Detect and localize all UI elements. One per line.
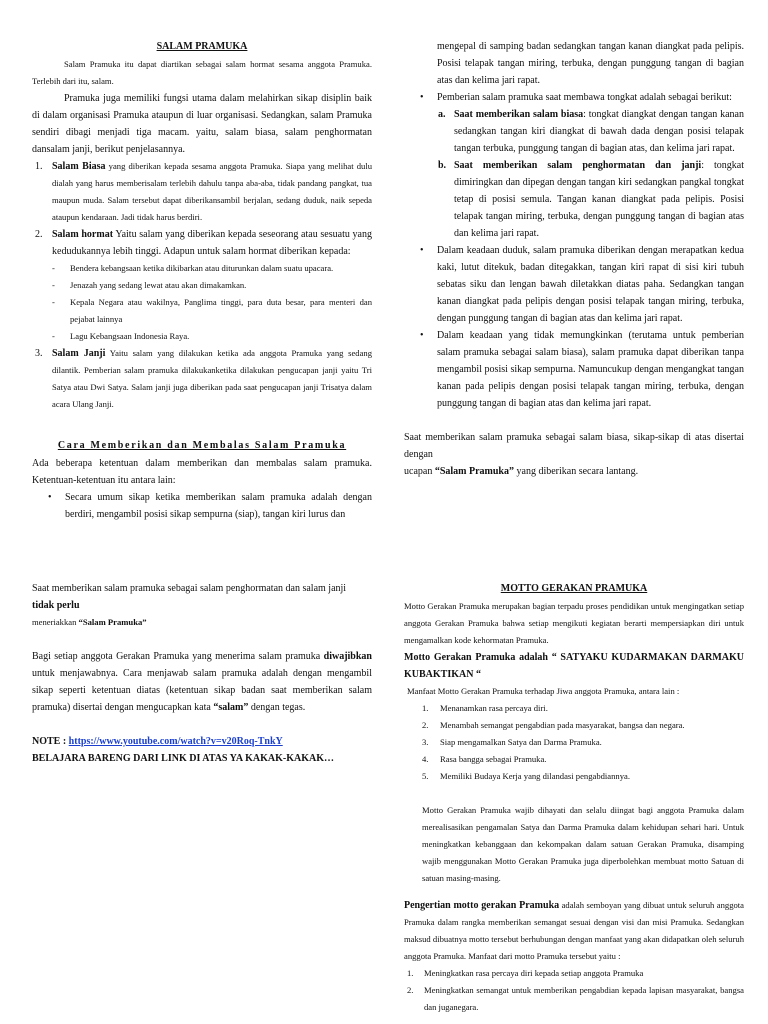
- quoted-term: “Salam Pramuka”: [434, 466, 514, 477]
- list-item: 1. Meningkatkan rasa percaya diri kepada setiap anggota Pramuka: [407, 968, 644, 978]
- numbered-list: [404, 700, 744, 785]
- list-item: [404, 157, 744, 242]
- list-text: Bendera kebangsaan ketika dikibarkan atau diturunkan dalam suatu upacara.: [70, 263, 334, 273]
- text: dengan tegas.: [248, 702, 306, 713]
- list-term: Saat memberikan salam biasa: [454, 109, 584, 120]
- list-item: • Dalam keadaan duduk, salam pramuka diberikan dengan merapatkan kedua kaki, lutut ditekuk, badan ditegakkan, tangan kiri rapat di sisi kiri tubuh sebatas siku dan lengan bawah diletakkan diatas paha. Sedangkan tangan kanan diangkat pada pelipis dengan posisi telapak tangan miring, terbuka, dengan punggung tangan di bagian atas dan kelima jari rapat.: [420, 245, 744, 324]
- paragraph: Pramuka juga memiliki fungsi utama dalam melahirkan sikap disiplin baik di dalam organisasi Pramuka ataupun di luar organisasi. Sedangkan, salam Pramuka sendiri dibagi menjadi tiga macam. yaitu, salam biasa, salam penghormatan dansalam janji, berikut penjelasannya.: [32, 93, 372, 155]
- note-line: [32, 750, 372, 767]
- text: adalah semboyan yang dibuat untuk seluruh anggota Pramuka dalam rangka memberikan semangat sesuai dengan visi dan misi Pramuka. Sedangkan maksud dibuatnya motto tersebut berhubungan dengan manfaat yang akan didapatkan oleh seluruh anggota Pramuka. Manfaat dari motto Pramuka tersebut yaitu :: [404, 900, 744, 961]
- list-text: : tongkat diangkat dengan tangan kanan sedangkan tangan kiri diangkat di bawah dada dengan posisi telapak tangan terbuka, punggung tangan di bagian atas, dan kelima jari rapat.: [454, 109, 744, 154]
- list-text: Kepala Negara atau wakilnya, Panglima tinggi, para duta besar, para menteri dan pejabat lainnya: [70, 297, 372, 324]
- list-item: • Secara umum sikap ketika memberikan salam pramuka adalah dengan berdiri, mengambil posisi sikap sempurna (siap), tangan kiri lurus dan: [48, 492, 372, 520]
- list-item: • Pemberian salam pramuka saat membawa tongkat adalah sebagai berikut: a. Saat memberikan salam biasa: tongkat diangkat dengan tangan kanan sedangkan tangan kiri diangkat di bawah dada dengan posisi telapak tangan terbuka, punggung tangan di bagian atas, dan kelima jari rapat. b. Saat memberikan salam penghormatan dan janji: tongkat dimiringkan dan dipegan dengan tangan kiri sedangkan pangkal tongkat tetap di posisi semula. Tangan kanan diangkat pada pelipis. Posisi telapak tangan miring, terbuka, dengan punggung tangan di bagian atas dan kelima jari rapat.: [404, 89, 744, 242]
- list-item: - Kepala Negara atau wakilnya, Panglima tinggi, para duta besar, para menteri dan pejabat lainnya: [52, 297, 372, 324]
- list-item: • Dalam keadaan yang tidak memungkinkan (terutama untuk pemberian salam pramuka sebagai salam biasa), salam pramuka dapat diberikan tanpa mengambil posisi sikap sempurna. Namuncukup dengan mengangkat tangan kanan pada pelipis dengan posisi telapak tangan miring, terbuka, dengan punggung tangan di bagian atas dan kelima jari rapat.: [420, 330, 744, 409]
- list-text: Meningkatkan semangat untuk memberikan pengabdian kepada lapisan masyarakat, bangsa dan juganegara.: [424, 985, 744, 1012]
- list-text: yang diberikan kepada sesama anggota Pramuka. Siapa yang melihat dulu dialah yang harus memberisalam terlebih dahulu tanpa aba-aba, tidak pandang pangkat, tua maupun muda. Salam tersebut dapat diberikansambil berjalan, sedang duduk, naik sepeda ataupun kendaraan. Jadi tidak harus berdiri.: [52, 161, 372, 222]
- list-item: [32, 226, 372, 345]
- list-item: 5. Memiliki Budaya Kerja yang dilandasi pengabdiannya.: [422, 771, 630, 781]
- list-letter: a.: [438, 109, 446, 120]
- bold-text: tidak perlu: [32, 600, 80, 611]
- numbered-list: [404, 965, 744, 1016]
- section-title: Cara Memberikan dan Membalas Salam Pramuka: [57, 440, 347, 451]
- list-text: Meningkatkan rasa percaya diri kepada setiap anggota Pramuka: [424, 968, 644, 978]
- paragraph: Manfaat Motto Gerakan Pramuka terhadap Jiwa anggota Pramuka, antara lain :: [407, 686, 680, 696]
- note: [32, 733, 372, 750]
- paragraph: [32, 597, 372, 614]
- bold-text: Pengertian motto gerakan Pramuka: [404, 900, 560, 911]
- list-item: [404, 106, 744, 157]
- bullet-list: [404, 89, 744, 412]
- list-item: - Bendera kebangsaan ketika dikibarkan atau diturunkan dalam suatu upacara.: [52, 263, 334, 273]
- list-text: Rasa bangga sebagai Pramuka.: [440, 754, 547, 764]
- list-item: [32, 345, 372, 413]
- quadrant-top-right: [404, 38, 744, 480]
- list-item: 3. Siap mengamalkan Satya dan Darma Pramuka.: [422, 737, 602, 747]
- paragraph: [404, 649, 744, 683]
- paragraph: Saat memberikan salam pramuka sebagai salam biasa, sikap-sikap di atas disertai dengan: [404, 432, 744, 460]
- paragraph: Motto Gerakan Pramuka merupakan bagian terpadu proses pendidikan untuk mengingatkan setiap anggota Gerakan Pramuka bahwa setiap mengikuti kegiatan berarti mempersiapkan diri untuk mengamalkan kode kehormatan Pramuka.: [404, 601, 744, 645]
- list-item: 4. Rasa bangga sebagai Pramuka.: [422, 754, 547, 764]
- list-item: - Jenazah yang sedang lewat atau akan dimakamkan.: [52, 280, 247, 290]
- list-term: Saat memberikan salam penghormatan dan janji: [454, 160, 702, 171]
- list-text: Lagu Kebangsaan Indonesia Raya.: [70, 331, 190, 341]
- quoted-term: “salam”: [213, 702, 249, 713]
- list-item: 2. Meningkatkan semangat untuk memberikan pengabdian kepada lapisan masyarakat, bangsa dan juganegara.: [407, 985, 744, 1012]
- text: Bagi setiap anggota Gerakan Pramuka yang menerima salam pramuka: [32, 651, 324, 662]
- list-number: 2.: [35, 229, 43, 240]
- paragraph: [404, 463, 744, 480]
- list-text: Pemberian salam pramuka saat membawa tongkat adalah sebagai berikut:: [437, 92, 732, 103]
- alpha-list: [404, 106, 744, 242]
- list-number: 3.: [35, 348, 43, 359]
- list-item: 1. Menanamkan rasa percaya diri.: [422, 703, 548, 713]
- quadrant-top-left: [32, 38, 372, 523]
- paragraph: [404, 897, 744, 965]
- quoted-term: “Salam Pramuka”: [78, 617, 147, 627]
- page-title: SALAM PRAMUKA: [156, 41, 248, 52]
- list-term: Salam Janji: [52, 348, 106, 359]
- paragraph: Ada beberapa ketentuan dalam memberikan dan membalas salam pramuka. Ketentuan-ketentuan itu antara lain:: [32, 458, 372, 486]
- paragraph: Saat memberikan salam pramuka sebagai salam penghormatan dan salam janji: [32, 583, 347, 594]
- section-title: MOTTO GERAKAN PRAMUKA: [500, 583, 648, 594]
- list-text: Dalam keadaan yang tidak memungkinkan (terutama untuk pemberian salam pramuka sebagai salam biasa), salam pramuka dapat diberikan tanpa mengambil posisi sikap sempurna. Namuncukup dengan mengangkat tangan kanan pada pelipis dengan posisi telapak tangan miring, terbuka, dengan punggung tangan di bagian atas dan kelima jari rapat.: [437, 330, 744, 409]
- text: untuk menjawabnya. Cara menjawab salam pramuka adalah dengan mengambil sikap seperti ketentuan diatas (ketentuan sikap badan saat memberikan salam pramuka) disertai dengan mengucapkan kata: [32, 668, 372, 713]
- list-item: - Lagu Kebangsaan Indonesia Raya.: [52, 331, 190, 341]
- list-item: 2. Menambah semangat pengabdian pada masyarakat, bangsa dan negara.: [422, 720, 685, 730]
- bullet-list: [32, 489, 372, 523]
- list-letter: b.: [438, 160, 447, 171]
- paragraph: [32, 648, 372, 716]
- list-term: Salam Biasa: [52, 161, 106, 172]
- list-text: Siap mengamalkan Satya dan Darma Pramuka.: [440, 737, 602, 747]
- paragraph: [32, 614, 372, 631]
- list-text: Dalam keadaan duduk, salam pramuka diberikan dengan merapatkan kedua kaki, lutut ditekuk, badan ditegakkan, tangan kiri rapat di sisi kiri tubuh sebatas siku dan lengan bawah diletakkan diatas paha. Sedangkan tangan kanan diangkat pada pelipis dengan posisi telapak tangan miring, terbuka, dengan punggung tangan di bagian atas dan kelima jari rapat.: [437, 245, 744, 324]
- paragraph: Salam Pramuka itu dapat diartikan sebagai salam hormat sesama anggota Pramuka. Terlebih dari itu, salam.: [32, 59, 372, 86]
- text: yang diberikan secara lantang.: [514, 466, 639, 477]
- list-text: Menambah semangat pengabdian pada masyarakat, bangsa dan negara.: [440, 720, 685, 730]
- note-label: NOTE :: [32, 736, 69, 747]
- list-text: Menanamkan rasa percaya diri.: [440, 703, 548, 713]
- numbered-list: [32, 158, 372, 413]
- paragraph: mengepal di samping badan sedangkan tangan kanan diangkat pada pelipis. Posisi telapak tangan miring, terbuka, dengan punggung tangan di bagian atas dan kelima jari rapat.: [437, 41, 744, 86]
- list-number: 1.: [35, 161, 43, 172]
- quadrant-bottom-right: [404, 580, 744, 1016]
- list-text: Jenazah yang sedang lewat atau akan dimakamkan.: [70, 280, 247, 290]
- dash-list: [32, 260, 372, 345]
- list-text: Secara umum sikap ketika memberikan salam pramuka adalah dengan berdiri, mengambil posisi sikap sempurna (siap), tangan kiri lurus dan: [65, 492, 372, 520]
- list-text: Yaitu salam yang dilakukan ketika ada anggota Pramuka yang sedang dilantik. Pemberian salam pramuka dilakukanketika dilakukan pengucapan janji yaitu Tri Satya atau Dwi Satya. Salam janji juga diberikan pada saat pengucapan janji Trisatya dalam acara Ulang Janji.: [52, 348, 372, 409]
- motto-text: Motto Gerakan Pramuka adalah “ SATYAKU KUDARMAKAN DARMAKU KUBAKTIKAN “: [404, 652, 744, 680]
- list-text: Memiliki Budaya Kerja yang dilandasi pengabdiannya.: [440, 771, 630, 781]
- text: ucapan: [404, 466, 435, 477]
- paragraph: Motto Gerakan Pramuka wajib dihayati dan selalu diingat bagi anggota Pramuka dalam merealisasikan pengamalan Satya dan Darma Pramuka dalam kehidupan sehari hari. Untuk meningkatkan kebanggaan dan kekompakan dalam satuan Gerakan Pramuka, disamping wajib menggunakan Motto Gerakan Pramuka juga diperbolehkan membuat motto Satuan di satuan masing-masing.: [422, 805, 744, 883]
- bold-text: BELAJARA BARENG DARI LINK DI ATAS YA KAKAK-KAKAK…: [32, 753, 334, 764]
- bold-text: diwajibkan: [323, 651, 372, 662]
- quadrant-bottom-left: [32, 580, 372, 767]
- list-term: Salam hormat: [52, 229, 114, 240]
- youtube-link[interactable]: https://www.youtube.com/watch?v=v20Roq-TnkY: [68, 736, 283, 747]
- list-text: Yaitu salam yang diberikan kepada seseorang atau sesuatu yang kedudukannya lebih tinggi. Adapun untuk salam hormat diberikan kepada:: [52, 229, 372, 257]
- list-item: [32, 158, 372, 226]
- text: meneriakkan: [32, 617, 79, 627]
- list-text: : tongkat dimiringkan dan dipegan dengan tangan kiri sedangkan pangkal tongkat tetap di posisi semula. Tangan kanan diangkat pada pelipis. Posisi telapak tangan miring, terbuka, dengan punggung tangan di bagian atas dan kelima jari rapat.: [454, 160, 744, 239]
